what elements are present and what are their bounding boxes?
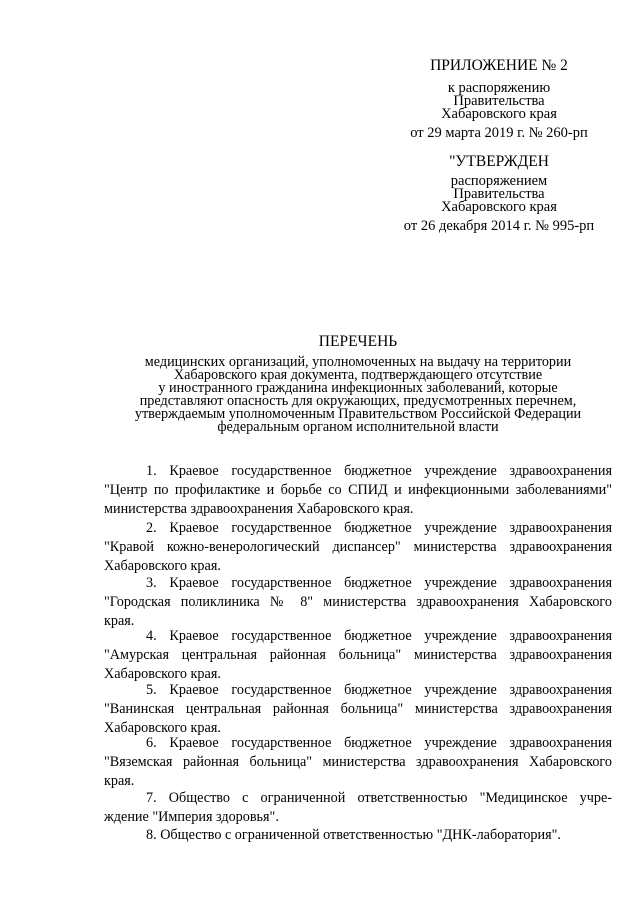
list-item-line: Хабаровского края.	[104, 558, 221, 574]
subtitle-line: Хабаровского края документа, подтверждающего отсутствие	[173, 367, 543, 383]
appendix-line: Правительства	[453, 93, 545, 109]
list-item-line: "Центр по профилактике и борьбе со СПИД и инфекционными заболеваниями"	[104, 482, 612, 498]
list-item-line: края.	[104, 613, 135, 629]
list-item-line: края.	[104, 773, 135, 789]
list-item	[104, 462, 612, 519]
appendix-title: ПРИЛОЖЕНИЕ № 2	[430, 57, 568, 74]
subtitle-line: федеральным органом исполнительной власти	[217, 419, 499, 435]
list-item-line: 4. Краевое государственное бюджетное учреждение здравоохранения	[146, 628, 612, 644]
list-item-line: "Вяземская районная больница" министерства здравоохранения Хабаровского	[104, 754, 612, 770]
subtitle-line: представляют опасность для окружающих, предусмотренных перечнем,	[139, 393, 577, 409]
list-item-line: 6. Краевое государственное бюджетное учреждение здравоохранения	[146, 735, 612, 751]
list-item-line: 2. Краевое государственное бюджетное учреждение здравоохранения	[146, 520, 612, 536]
list-item-line: 3. Краевое государственное бюджетное учреждение здравоохранения	[146, 575, 612, 591]
subtitle-line: утверждаемым уполномоченным Правительством Российской Федерации	[134, 406, 582, 422]
appendix-date: от 29 марта 2019 г. № 260-рп	[410, 125, 588, 141]
list-item	[104, 826, 612, 845]
list-item	[104, 681, 612, 738]
list-item-line: "Амурская центральная районная больница" министерства здравоохранения	[104, 647, 612, 663]
appendix-line: Хабаровского края	[441, 106, 557, 122]
list-item-line: Хабаровского края.	[104, 720, 221, 736]
appendix-line: к распоряжению	[447, 80, 551, 96]
list-item-line: "Кравой кожно-венерологический диспансер" министерства здравоохранения	[104, 539, 612, 555]
list-item-line: министерства здравоохранения Хабаровского края.	[104, 501, 414, 517]
organization-list	[104, 0, 612, 905]
list-item-line: 7. Общество с ограниченной ответственностью "Медицинское учре-	[146, 790, 612, 806]
list-item	[104, 519, 612, 576]
list-item	[104, 574, 612, 631]
list-item-line: ждение "Империя здоровья".	[104, 809, 279, 825]
approval-title: "УТВЕРЖДЕН	[449, 153, 549, 170]
approval-line: Хабаровского края	[441, 199, 557, 215]
list-item-line: 1. Краевое государственное бюджетное учреждение здравоохранения	[146, 463, 612, 479]
subtitle-line: у иностранного гражданина инфекционных заболеваний, которые	[158, 380, 558, 396]
list-item-line: 5. Краевое государственное бюджетное учреждение здравоохранения	[146, 682, 612, 698]
list-item-line: Хабаровского края.	[104, 666, 221, 682]
list-item-line: 8. Общество с ограниченной ответственностью "ДНК-лаборатория".	[146, 827, 561, 843]
list-item-line: "Ванинская центральная районная больница" министерства здравоохранения	[104, 701, 612, 717]
subtitle-line: медицинских организаций, уполномоченных на выдачу на территории	[144, 354, 572, 370]
approval-line: Правительства	[453, 186, 545, 202]
approval-line: распоряжением	[450, 173, 548, 189]
approval-date: от 26 декабря 2014 г. № 995-рп	[403, 218, 595, 234]
list-item	[104, 627, 612, 684]
list-item-line: "Городская поликлиника № 8" министерства здравоохранения Хабаровского	[104, 594, 612, 610]
list-item	[104, 789, 612, 827]
list-item	[104, 734, 612, 791]
list-title: ПЕРЕЧЕНЬ	[318, 333, 398, 350]
